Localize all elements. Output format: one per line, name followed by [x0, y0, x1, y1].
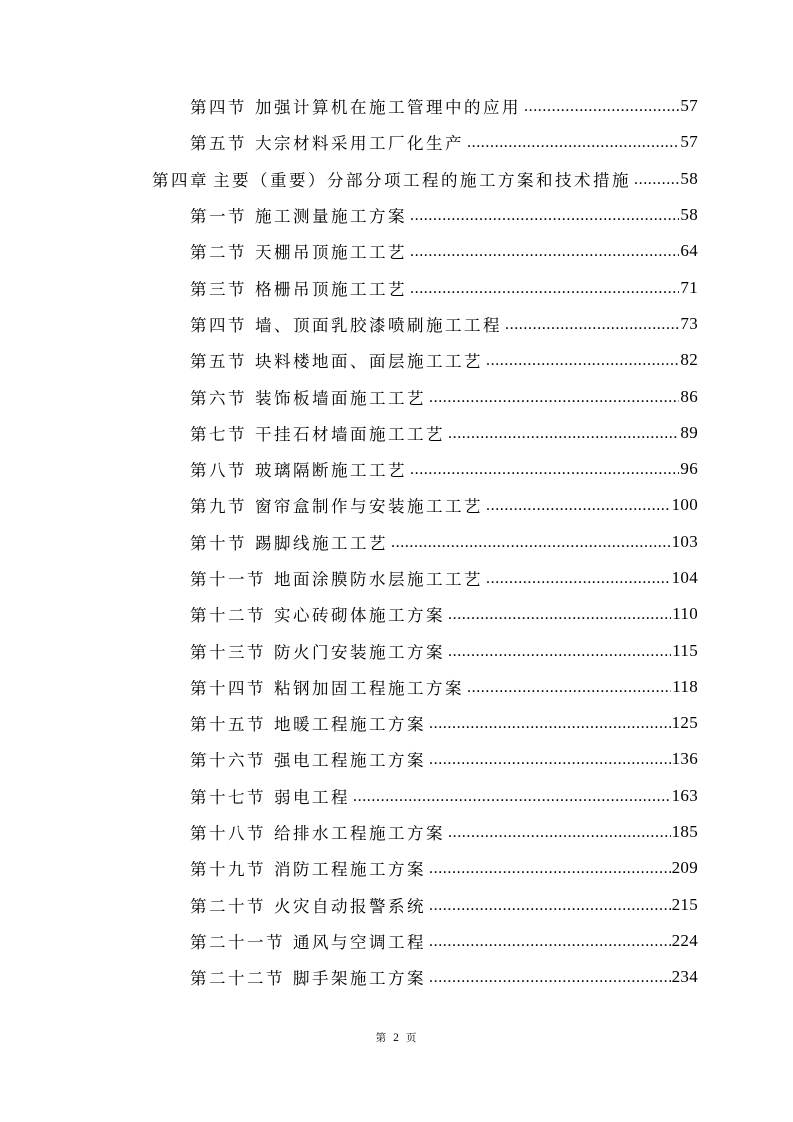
toc-section-entry[interactable]	[0, 814, 698, 850]
toc-section-entry[interactable]	[0, 415, 698, 451]
toc-chapter-entry[interactable]	[0, 161, 698, 197]
toc-dot-leader	[505, 316, 679, 334]
toc-entry-title: 大宗材料采用工厂化生产	[255, 134, 464, 154]
toc-dot-leader	[429, 860, 671, 878]
toc-section-entry[interactable]	[0, 124, 698, 160]
footer-page-number: 2	[393, 1032, 400, 1044]
toc-entry-number: 第二十一节	[190, 932, 285, 952]
toc-entry-number: 第六节	[190, 388, 247, 408]
toc-section-entry[interactable]	[0, 197, 698, 233]
toc-section-entry[interactable]	[0, 741, 698, 777]
toc-entry-title: 地暖工程施工方案	[274, 715, 426, 735]
toc-entry-title: 消防工程施工方案	[274, 860, 426, 880]
toc-entry-page-number: 110	[672, 604, 698, 624]
footer-prefix: 第	[375, 1032, 388, 1044]
toc-entry-page-number: 57	[680, 96, 698, 116]
toc-section-entry[interactable]	[0, 378, 698, 414]
toc-dot-leader	[429, 897, 671, 915]
toc-section-entry[interactable]	[0, 632, 698, 668]
toc-dot-leader	[448, 606, 671, 624]
toc-dot-leader	[429, 933, 671, 951]
toc-entry-page-number: 163	[671, 785, 698, 805]
toc-dot-leader	[448, 425, 679, 443]
toc-entry-page-number: 57	[680, 132, 698, 152]
toc-entry-page-number: 185	[671, 822, 698, 842]
toc-entry-page-number: 64	[680, 241, 698, 261]
toc-entry-page-number: 118	[672, 676, 698, 696]
toc-section-entry[interactable]	[0, 487, 698, 523]
toc-entry-page-number: 215	[671, 894, 698, 914]
toc-entry-title: 给排水工程施工方案	[274, 824, 445, 844]
toc-entry-title: 踢脚线施工工艺	[255, 533, 388, 553]
toc-section-entry[interactable]	[0, 233, 698, 269]
toc-entry-page-number: 104	[671, 568, 698, 587]
table-of-contents	[0, 88, 793, 995]
toc-entry-title: 墙、顶面乳胶漆喷刷施工工程	[255, 315, 502, 335]
toc-entry-title: 施工测量施工方案	[255, 207, 407, 227]
toc-entry-title: 装饰板墙面施工工艺	[255, 388, 426, 408]
toc-entry-title: 格栅吊顶施工工艺	[255, 279, 407, 299]
toc-section-entry[interactable]	[0, 596, 698, 632]
toc-entry-number: 第五节	[190, 352, 247, 372]
toc-entry-title: 块料楼地面、面层施工工艺	[255, 352, 483, 372]
toc-section-entry[interactable]	[0, 88, 698, 124]
toc-section-entry[interactable]	[0, 524, 698, 560]
toc-dot-leader	[429, 715, 671, 733]
toc-entry-number: 第十七节	[190, 787, 266, 807]
toc-entry-title: 强电工程施工方案	[274, 751, 426, 771]
toc-section-entry[interactable]	[0, 669, 698, 705]
toc-entry-page-number: 125	[671, 713, 698, 733]
toc-entry-number: 第十四节	[190, 678, 266, 698]
toc-entry-title: 通风与空调工程	[293, 932, 426, 952]
toc-dot-leader	[486, 352, 679, 370]
toc-entry-page-number: 115	[672, 640, 698, 660]
toc-entry-page-number: 89	[680, 422, 698, 442]
toc-entry-page-number: 103	[671, 531, 698, 551]
toc-entry-number: 第二节	[190, 243, 247, 263]
toc-entry-number: 第一节	[190, 207, 247, 227]
toc-entry-title: 防火门安装施工方案	[274, 642, 445, 662]
toc-entry-page-number: 224	[671, 930, 698, 950]
toc-dot-leader	[429, 389, 679, 407]
toc-entry-title: 玻璃隔断施工工艺	[255, 461, 407, 481]
toc-entry-page-number: 136	[671, 749, 698, 769]
toc-entry-page-number: 82	[680, 350, 698, 370]
toc-entry-number: 第二十节	[190, 896, 266, 916]
toc-section-entry[interactable]	[0, 269, 698, 305]
toc-entry-title: 地面涂膜防水层施工工艺	[274, 570, 483, 589]
toc-section-entry[interactable]	[0, 778, 698, 814]
toc-entry-number: 第八节	[190, 461, 247, 481]
toc-dot-leader	[486, 497, 671, 515]
toc-dot-leader	[448, 824, 671, 842]
toc-dot-leader	[410, 280, 679, 298]
toc-entry-number: 第十一节	[190, 570, 266, 589]
toc-entry-page-number: 96	[680, 459, 698, 479]
toc-section-entry[interactable]	[0, 850, 698, 886]
page-footer	[0, 1030, 793, 1045]
toc-dot-leader	[634, 171, 679, 189]
toc-dot-leader	[524, 98, 679, 116]
toc-dot-leader	[391, 534, 671, 552]
toc-entry-title: 窗帘盒制作与安装施工工艺	[255, 497, 483, 517]
toc-entry-number: 第七节	[190, 424, 247, 444]
footer-suffix: 页	[405, 1032, 418, 1044]
toc-entry-number: 第十八节	[190, 824, 266, 844]
toc-dot-leader	[486, 570, 671, 588]
toc-dot-leader	[429, 969, 671, 987]
toc-dot-leader	[410, 243, 679, 261]
toc-entry-page-number: 58	[680, 205, 698, 225]
toc-entry-page-number: 209	[671, 858, 698, 878]
toc-entry-page-number: 58	[680, 168, 698, 188]
toc-section-entry[interactable]	[0, 451, 698, 487]
toc-section-entry[interactable]	[0, 887, 698, 923]
toc-entry-page-number: 73	[680, 313, 698, 333]
toc-entry-number: 第十九节	[190, 860, 266, 880]
toc-entry-page-number: 86	[680, 386, 698, 406]
toc-entry-number: 第五节	[190, 134, 247, 154]
toc-section-entry[interactable]	[0, 306, 698, 342]
toc-dot-leader	[410, 461, 679, 479]
toc-entry-title: 火灾自动报警系统	[274, 896, 426, 916]
toc-entry-number: 第三节	[190, 279, 247, 299]
toc-dot-leader	[467, 679, 671, 697]
toc-dot-leader	[429, 751, 671, 769]
toc-entry-page-number: 71	[680, 277, 698, 297]
toc-dot-leader	[353, 788, 671, 806]
toc-entry-number: 第九节	[190, 497, 247, 517]
toc-entry-number: 第四章	[152, 170, 209, 190]
toc-section-entry[interactable]	[0, 959, 698, 995]
toc-section-entry[interactable]	[0, 923, 698, 959]
toc-entry-title: 天棚吊顶施工工艺	[255, 243, 407, 263]
toc-entry-page-number: 100	[671, 495, 698, 515]
toc-entry-title: 干挂石材墙面施工工艺	[255, 424, 445, 444]
toc-entry-number: 第十节	[190, 533, 247, 553]
toc-entry-number: 第四节	[190, 98, 247, 118]
toc-entry-number: 第十六节	[190, 751, 266, 771]
toc-entry-title: 脚手架施工方案	[293, 969, 426, 989]
toc-dot-leader	[410, 207, 679, 225]
toc-dot-leader	[448, 643, 671, 661]
toc-entry-title: 粘钢加固工程施工方案	[274, 678, 464, 698]
toc-entry-title: 弱电工程	[274, 787, 350, 807]
toc-entry-number: 第十三节	[190, 642, 266, 662]
toc-dot-leader	[467, 134, 679, 152]
toc-entry-title: 加强计算机在施工管理中的应用	[255, 98, 521, 118]
toc-entry-number: 第十二节	[190, 606, 266, 626]
toc-section-entry[interactable]	[0, 705, 698, 741]
toc-entry-page-number: 234	[671, 967, 698, 987]
toc-entry-title: 实心砖砌体施工方案	[274, 606, 445, 626]
toc-section-entry[interactable]	[0, 560, 698, 596]
toc-entry-number: 第二十二节	[190, 969, 285, 989]
toc-entry-number: 第十五节	[190, 715, 266, 735]
toc-section-entry[interactable]	[0, 342, 698, 378]
toc-entry-title: 主要（重要）分部分项工程的施工方案和技术措施	[213, 170, 631, 190]
toc-entry-number: 第四节	[190, 315, 247, 335]
